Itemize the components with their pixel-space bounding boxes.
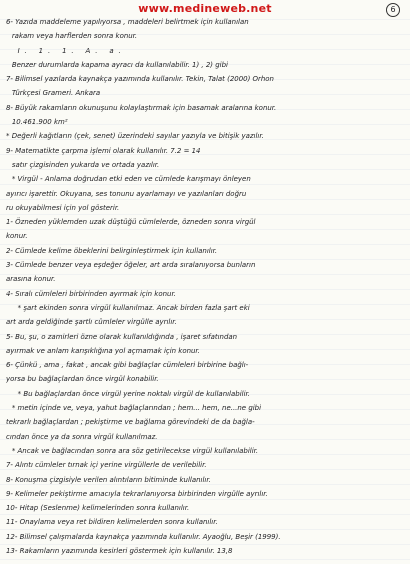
note-line: 3- Cümlede benzer veya eşdeğer öğeler, art arda sıralanıyorsa bunların [6,260,256,270]
note-line: 10- Hitap (Seslenme) kelimelerinden sonra kullanılır. [6,503,190,513]
note-line: * metin içinde ve, veya, yahut bağlaçlarından ; hem... hem, ne...ne gibi [11,403,262,413]
note-line: 11- Onaylama veya ret bildiren kelimelerden sonra kullanılır. [6,517,218,527]
note-line: 8- Büyük rakamların okunuşunu kolaylaştırmak için basamak aralarına konur. [6,102,277,112]
note-line: 6- Yazıda maddeleme yapılıyorsa , maddeleri belirtmek için kullanılan [6,17,249,26]
note-line: ru okuyabilmesi için yol gösterir. [6,202,120,212]
note-line: 8- Konuşma çizgisiyle verilen alıntıların bitiminde kullanılır. [6,474,211,484]
note-line: * Değerli kağıtların (çek, senet) üzerindeki sayılar yazıyla ve bitişik yazılır. [6,131,264,141]
page-number: 6 [386,3,400,17]
note-line: tekrarlı bağlaçlardan ; pekiştirme ve bağlama görevindeki de da bağla- [6,417,255,427]
note-line: rakam veya harflerden sonra konur. [11,31,138,41]
note-line: 9- Kelimeler pekiştirme amacıyla tekrarlanıyorsa birbirinden virgülle ayrılır. [6,488,268,498]
note-line: 9- Matematikte çarpma işlemi olarak kullanılır. 7.2 = 14 [6,145,201,155]
note-line: 6- Çünkü , ama , fakat , ancak gibi bağlaçlar cümleleri birbirine bağlı- [6,360,249,370]
note-line: 1- Özneden yüklemden uzak düştüğü cümlelerde, özneden sonra virgül [6,217,256,227]
note-line: * Ancak ve bağlacından sonra ara söz getirilecekse virgül kullanılabilir. [11,445,259,455]
note-line: cından önce ya da sonra virgül kullanılmaz. [6,431,158,441]
note-line: 12- Bilimsel çalışmalarda kaynakça yazımında kullanılır. Ayaoğlu, Beşir (1999). [6,531,281,541]
handwritten-notes [6,15,402,558]
note-line: konur. [6,231,28,241]
note-line: satır çizgisinden yukarda ve ortada yazılır. [11,159,160,169]
note-line: * Bu bağlaçlardan önce virgül yerine noktalı virgül de kullanılabilir. [17,388,250,398]
note-line: 5- Bu, şu, o zamirleri özne olarak kullanıldığında , işaret sıfatından [6,331,238,341]
note-line: 10.461.900 km² [11,117,68,127]
note-line: 4- Sıralı cümleleri birbirinden ayırmak için konur. [6,288,176,298]
note-line: Benzer durumlarda kapama ayracı da kullanılabilir. 1) , 2) gibi [11,59,228,69]
note-line: 7- Alıntı cümleler tırnak içi yerine virgüllerle de verilebilir. [6,460,207,470]
note-line: 2- Cümlede kelime öbeklerini belirginleştirmek için kullanılır. [6,245,218,255]
note-line: 7- Bilimsel yazılarda kaynakça yazımında kullanılır. Tekin, Talat (2000) Orhon [6,74,274,84]
note-line: ayırıcı işarettir. Okuyana, ses tonunu ayarlamayı ve yazılanları doğru [6,188,247,198]
note-line: 13- Rakamların yazımında kesirleri göstermek için kullanılır. 13,8 [6,545,233,555]
site-watermark: www.medineweb.net [138,2,272,15]
note-line: yorsa bu bağlaçlardan önce virgül konabilir. [6,374,159,384]
note-line: art arda geldiğinde şartlı cümleler virgülle ayrılır. [6,317,177,327]
note-line: I. 1. 1. A. a. [17,45,126,55]
note-line: * Virgül - Anlama doğrudan etki eden ve cümlede karışmayı önleyen [11,174,251,184]
note-line: ayırmak ve anlam karışıklığına yol açmamak için konur. [6,345,200,355]
note-line: * şart ekinden sonra virgül kullanılmaz. Ancak birden fazla şart eki [17,302,250,312]
note-line: arasına konur. [6,274,56,284]
note-line: Türkçesi Grameri. Ankara [11,88,101,98]
